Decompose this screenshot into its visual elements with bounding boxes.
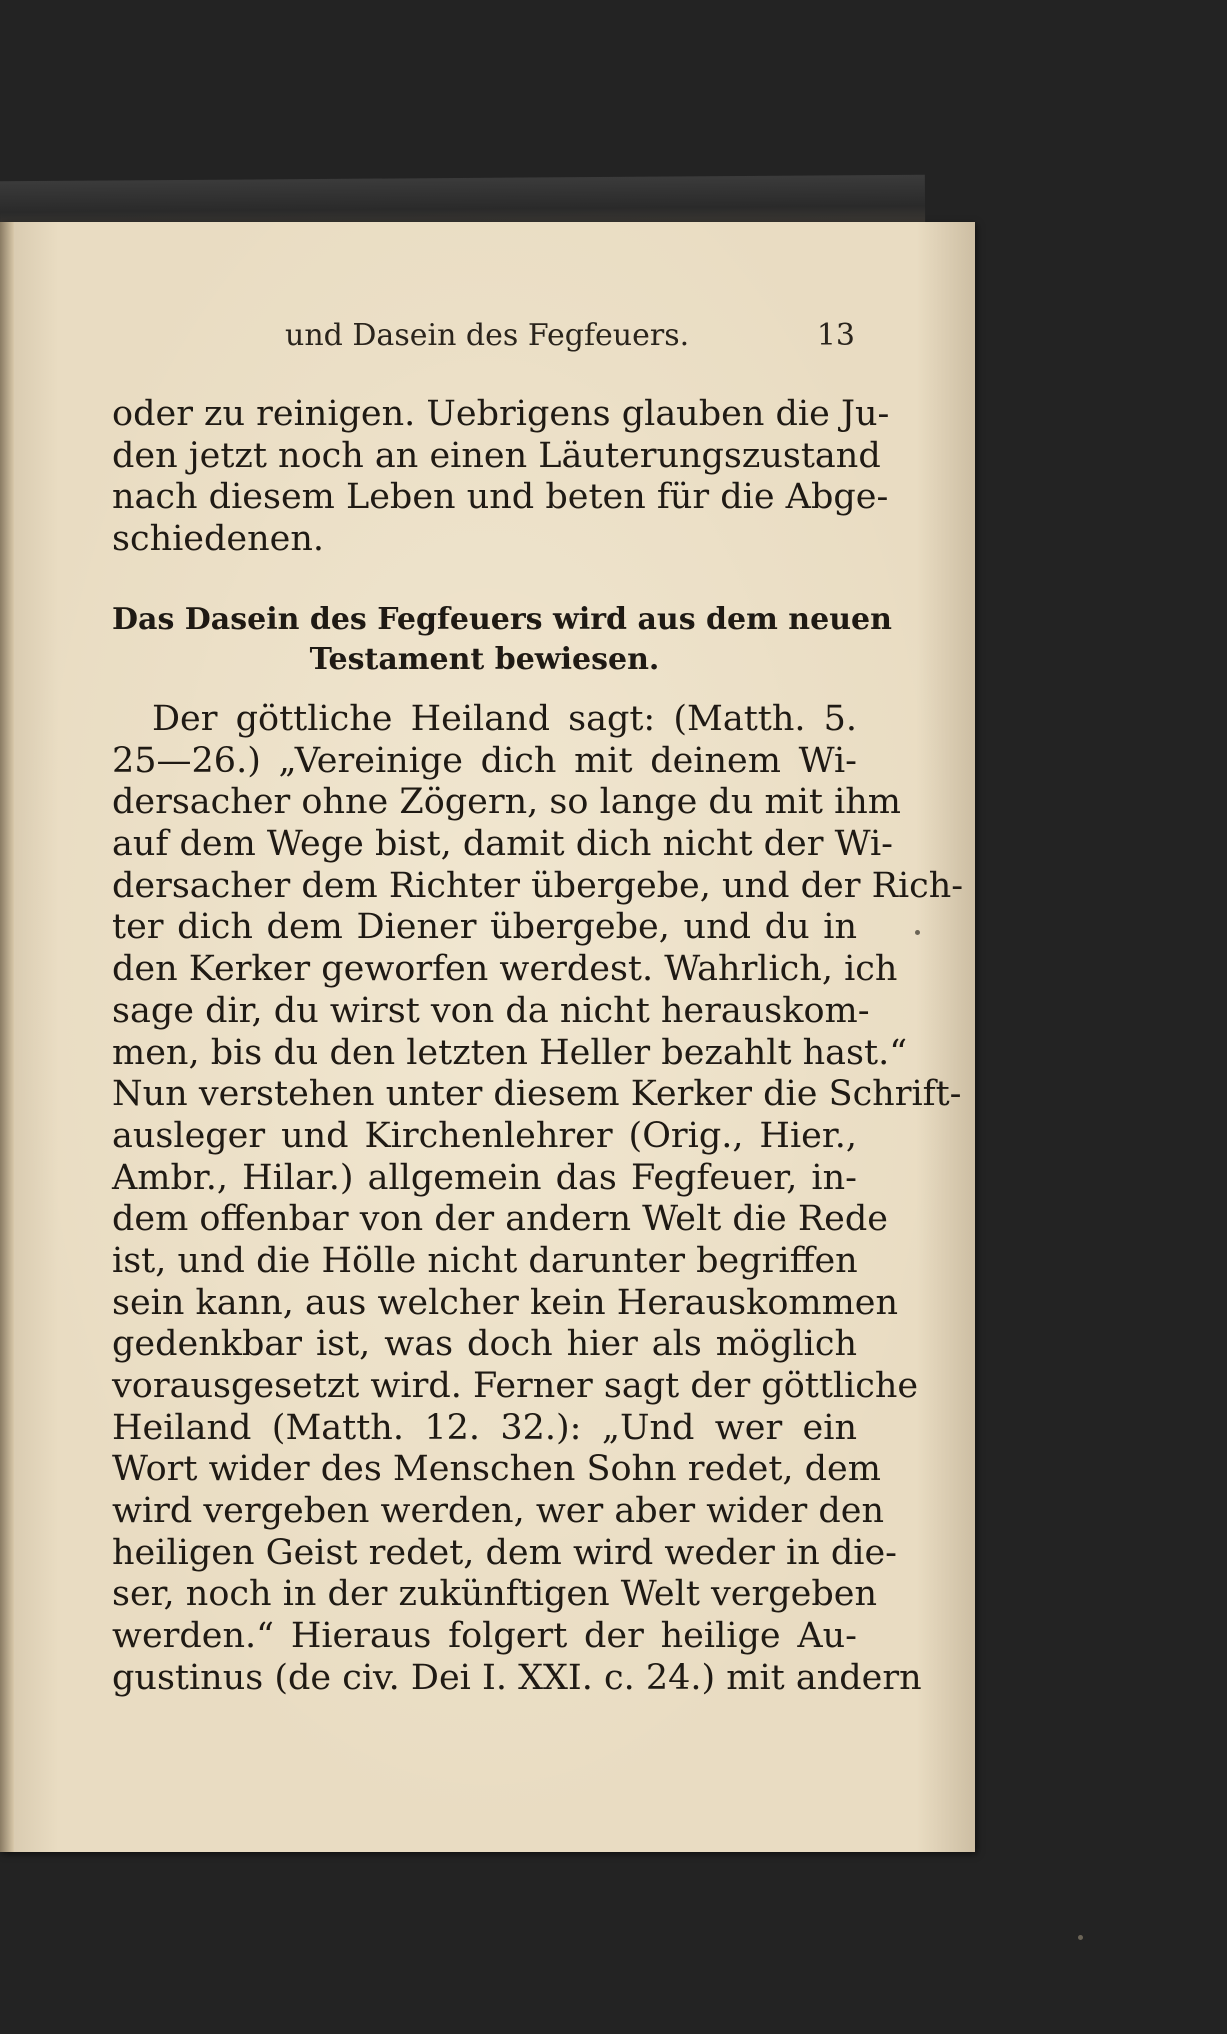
heading-line: Testament bewiesen. bbox=[309, 642, 660, 677]
text-line: Der göttliche Heiland sagt: (Matth. 5. bbox=[152, 699, 857, 739]
text-line: heiligen Geist redet, dem wird weder in die- bbox=[112, 1532, 898, 1573]
text-line: dersacher dem Richter übergebe, und der Rich- bbox=[112, 865, 964, 906]
page-gutter bbox=[0, 222, 14, 1852]
text-line: dem offenbar von der andern Welt die Rede bbox=[112, 1199, 888, 1240]
text-line: ist, und die Hölle nicht darunter begriffen bbox=[112, 1240, 858, 1281]
text-line: men, bis du den letzten Heller bezahlt hast.“ bbox=[112, 1032, 908, 1073]
text-line: gedenkbar ist, was doch hier als möglich bbox=[112, 1324, 857, 1365]
text-line: Nun verstehen unter diesem Kerker die Schrift- bbox=[112, 1074, 962, 1115]
text-line: dersacher ohne Zögern, so lange du mit ihm bbox=[112, 782, 901, 823]
heading-line: Das Dasein des Fegfeuers wird aus dem neuen bbox=[112, 602, 892, 637]
text-line: wird vergeben werden, wer aber wider den bbox=[112, 1491, 884, 1532]
text-line: ausleger und Kirchenlehrer (Orig., Hier., bbox=[112, 1115, 857, 1156]
section-heading bbox=[112, 600, 892, 680]
text-line: Wort wider des Menschen Sohn redet, dem bbox=[112, 1449, 881, 1490]
text-line: gustinus (de civ. Dei I. XXI. c. 24.) mit andern bbox=[112, 1657, 922, 1698]
text-line: oder zu reinigen. Uebrigens glauben die Ju- bbox=[112, 394, 890, 434]
text-line: den Kerker geworfen werdest. Wahrlich, ich bbox=[112, 949, 898, 990]
running-header bbox=[110, 318, 855, 358]
paragraph-2 bbox=[112, 699, 964, 1700]
paragraph-1 bbox=[112, 394, 890, 561]
text-line: ser, noch in der zukünftigen Welt vergeben bbox=[112, 1574, 878, 1615]
text-line: vorausgesetzt wird. Ferner sagt der göttliche bbox=[112, 1366, 919, 1406]
text-line: sage dir, du wirst von da nicht herauskom- bbox=[112, 990, 870, 1031]
text-line: auf dem Wege bist, damit dich nicht der Wi- bbox=[112, 824, 894, 865]
text-line: werden.“ Hieraus folgert der heilige Au- bbox=[112, 1616, 857, 1657]
text-line: den jetzt noch an einen Läuterungszustand bbox=[112, 435, 881, 476]
page-number: 13 bbox=[816, 318, 855, 353]
paper-speck bbox=[915, 930, 920, 935]
text-line: sein kann, aus welcher kein Herauskommen bbox=[112, 1282, 899, 1323]
text-line: schiedenen. bbox=[112, 519, 325, 560]
dust-speck bbox=[1078, 1935, 1083, 1940]
text-line: Heiland (Matth. 12. 32.): „Und wer ein bbox=[112, 1407, 857, 1448]
text-line: nach diesem Leben und beten für die Abge- bbox=[112, 477, 889, 518]
text-line: 25—26.) „Vereinige dich mit deinem Wi- bbox=[112, 740, 857, 781]
running-header-title: und Dasein des Fegfeuers. bbox=[285, 318, 690, 353]
text-line: Ambr., Hilar.) allgemein das Fegfeuer, in- bbox=[112, 1157, 857, 1198]
text-line: ter dich dem Diener übergebe, und du in bbox=[112, 907, 857, 948]
